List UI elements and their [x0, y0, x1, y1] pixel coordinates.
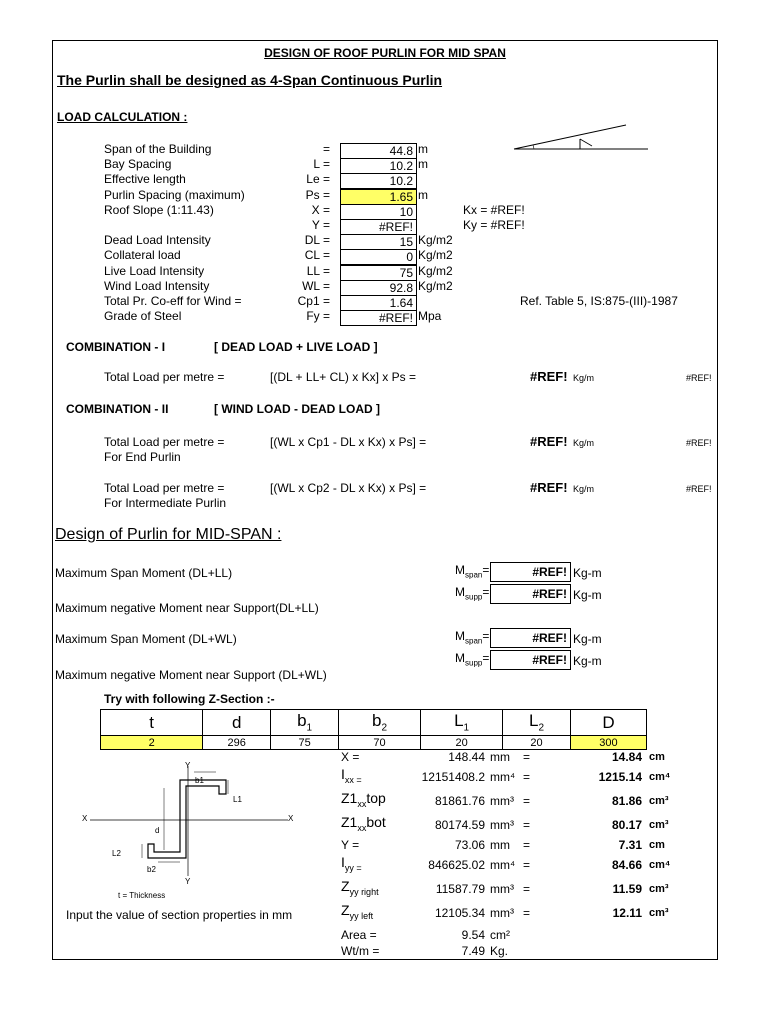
property-value: 11587.79	[435, 882, 485, 896]
comb1-unit: Kg/m	[573, 373, 595, 383]
zsection-header-cell: $L_1$	[421, 710, 503, 736]
wind-reference: Ref. Table 5, IS:875-(III)-1987	[520, 294, 678, 308]
zsection-header-cell: t	[101, 710, 203, 736]
design-heading: Design of Purlin for MID-SPAN :	[55, 526, 282, 543]
load-row-unit: m	[418, 142, 428, 156]
load-row-unit: Mpa	[418, 309, 442, 324]
property-name: $Z1_{xx}top$	[341, 790, 386, 809]
load-row-label: Collateral load	[104, 248, 181, 263]
load-row-symbol: LL =	[306, 263, 330, 278]
load-row-label: Total Pr. Co-eff for Wind =	[104, 294, 242, 308]
load-row-symbol: CL =	[304, 248, 330, 263]
property-unit: cm²	[490, 928, 510, 942]
property-name: $Z_{yy right}$	[341, 878, 379, 897]
property-name: $I_{xx =}$	[341, 766, 362, 785]
zsection-header-cell: $L_2$	[503, 710, 571, 736]
property-unit: mm³	[490, 906, 514, 920]
property-value: 148.44	[448, 750, 485, 764]
property-name: $Z_{yy left}$	[341, 902, 374, 921]
property-equals: =	[523, 818, 531, 832]
zsection-value-cell[interactable]: 300	[570, 736, 646, 750]
property-result-unit: cm³	[649, 883, 669, 895]
property-equals: =	[523, 770, 531, 784]
property-name: $I_{yy =}$	[341, 854, 362, 873]
moment-label-2: Maximum negative Moment near Support(DL+LL)	[55, 601, 319, 615]
moment-value-4[interactable]: #REF!	[490, 650, 571, 670]
comb1-value: #REF!	[530, 369, 568, 384]
comb2-desc: [ WIND LOAD - DEAD LOAD ]	[214, 402, 380, 416]
thickness-note: t = Thickness	[118, 891, 166, 900]
load-row-symbol: Cp1 =	[297, 294, 330, 308]
property-result: 7.31	[618, 838, 642, 852]
comb1-label: Total Load per metre =	[104, 370, 225, 384]
property-name: Y =	[341, 838, 360, 852]
load-row-value[interactable]: 10.2	[340, 158, 417, 174]
comb1-title: COMBINATION - I	[66, 340, 166, 354]
load-row-value[interactable]: 10.2	[340, 173, 417, 189]
property-result-unit: cm	[649, 751, 665, 763]
d-label: d	[155, 826, 160, 835]
load-row-value[interactable]: 92.8	[340, 280, 417, 296]
m-supp-symbol-2: $M_{supp}=$	[455, 651, 490, 668]
comb2-title: COMBINATION - II	[66, 402, 169, 416]
m-supp-symbol-1: $M_{supp}=$	[455, 585, 490, 602]
load-row-unit: Kg/m2	[418, 278, 453, 293]
comb2-int-label: Total Load per metre =	[104, 481, 225, 495]
load-row-value[interactable]: 0	[340, 249, 417, 265]
property-result: 14.84	[611, 750, 642, 764]
comb2-int-unit: Kg/m	[573, 484, 595, 494]
m-span-symbol-2: $M_{span}=$	[455, 629, 490, 646]
zsection-value-cell[interactable]: 70	[339, 736, 421, 750]
property-unit: mm⁴	[490, 858, 516, 872]
load-row-label: Bay Spacing	[104, 157, 172, 172]
load-row-value[interactable]: 10	[340, 204, 417, 220]
load-row-label: Dead Load Intensity	[104, 233, 211, 248]
zsection-header-cell: $b_1$	[271, 710, 339, 736]
x-axis-label-left: X	[82, 814, 88, 823]
property-result: 12.11	[612, 906, 642, 920]
comb2-int-formula: [(WL x Cp2 - DL x Kx) x Ps] =	[270, 481, 427, 495]
moment-unit-1: Kg-m	[573, 566, 602, 580]
load-row-symbol: Y =	[311, 218, 330, 232]
property-result: 81.86	[611, 794, 642, 808]
load-row-label: Grade of Steel	[104, 309, 182, 324]
comb2-end-unit: Kg/m	[573, 438, 595, 448]
load-row-label: Effective length	[104, 172, 186, 187]
zsection-value-cell[interactable]: 2	[101, 736, 203, 750]
b1-label: b1	[195, 776, 204, 785]
property-unit: mm³	[490, 818, 514, 832]
x-axis-label-right: X	[288, 814, 294, 823]
load-row-label: Purlin Spacing (maximum)	[104, 187, 245, 202]
moment-label-3: Maximum Span Moment (DL+WL)	[55, 632, 237, 646]
load-row-value[interactable]: 75	[340, 265, 417, 281]
property-result-unit: cm³	[649, 819, 669, 831]
property-value: 7.49	[461, 944, 485, 958]
roof-slope-diagram	[512, 122, 652, 154]
kx-value: Kx = #REF!	[463, 203, 525, 217]
property-equals: =	[523, 838, 531, 852]
moment-unit-4: Kg-m	[573, 654, 602, 668]
property-value: 12151408.2	[421, 770, 485, 784]
property-name: Area =	[341, 928, 377, 942]
y-axis-label-bottom: Y	[185, 877, 191, 886]
load-row-label: Live Load Intensity	[104, 263, 205, 278]
comb2-end-extra: #REF!	[686, 438, 712, 448]
comb2-int-value: #REF!	[530, 480, 568, 495]
property-name: Wt/m =	[341, 944, 380, 958]
zsection-title: Try with following Z-Section :-	[104, 692, 275, 706]
l1-label: L1	[233, 795, 242, 804]
property-value: 80174.59	[434, 818, 485, 832]
property-result: 80.17	[611, 818, 642, 832]
moment-value-1[interactable]: #REF!	[490, 562, 571, 582]
comb1-extra: #REF!	[686, 373, 712, 383]
property-result-unit: cm⁴	[649, 859, 671, 871]
zsection-header-cell: $b_2$	[339, 710, 421, 736]
property-result-unit: cm³	[649, 795, 669, 807]
l2-label: L2	[112, 849, 121, 858]
property-value: 73.06	[454, 838, 485, 852]
load-row-value[interactable]: 44.8	[340, 143, 417, 159]
comb2-end-label: Total Load per metre =	[104, 435, 225, 449]
property-name: $Z1_{xx}bot$	[341, 814, 386, 833]
property-equals: =	[523, 794, 531, 808]
page-subtitle: The Purlin shall be designed as 4-Span Continuous Purlin	[57, 72, 443, 88]
property-result: 11.59	[612, 882, 642, 896]
property-value: 9.54	[461, 928, 485, 942]
load-row-value[interactable]: 1.65	[340, 189, 417, 205]
load-row-label: Wind Load Intensity	[104, 278, 210, 293]
comb2-end-formula: [(WL x Cp1 - DL x Kx) x Ps] =	[270, 435, 427, 449]
zsection-table	[100, 709, 647, 750]
property-value: 12105.34	[434, 906, 485, 920]
property-result-unit: cm³	[649, 907, 669, 919]
m-span-symbol-1: $M_{span}=$	[455, 563, 490, 580]
load-row-symbol: X =	[311, 202, 330, 217]
moment-value-2[interactable]: #REF!	[490, 584, 571, 604]
comb2-end-value: #REF!	[530, 434, 568, 449]
property-result: 1215.14	[598, 770, 642, 784]
load-row-unit: Kg/m2	[418, 263, 453, 278]
page-title: DESIGN OF ROOF PURLIN FOR MID SPAN	[264, 46, 506, 60]
comb2-end-label2: For End Purlin	[104, 450, 181, 464]
load-row-symbol: =	[322, 142, 330, 156]
load-row-value[interactable]: 15	[340, 234, 417, 250]
load-row-unit: Kg/m2	[418, 248, 453, 263]
load-calc-heading: LOAD CALCULATION :	[57, 110, 188, 124]
property-equals: =	[523, 906, 531, 920]
load-row-symbol: DL =	[304, 233, 330, 248]
load-row-label: Roof Slope (1:11.43)	[104, 202, 214, 217]
load-row-symbol: WL =	[302, 278, 330, 293]
load-row-symbol: Fy =	[306, 309, 330, 324]
load-row-symbol: Le =	[306, 172, 330, 187]
property-unit: mm³	[490, 882, 514, 896]
moment-unit-2: Kg-m	[573, 588, 602, 602]
property-unit: mm	[490, 838, 510, 852]
zsection-value-cell[interactable]: 20	[503, 736, 571, 750]
load-row-unit: m	[418, 187, 428, 202]
property-unit: mm³	[490, 794, 514, 808]
property-unit: mm⁴	[490, 770, 516, 784]
y-axis-label-top: Y	[185, 761, 191, 770]
comb1-formula: [(DL + LL+ CL) x Kx] x Ps =	[270, 370, 416, 384]
load-row-symbol: Ps =	[305, 187, 330, 202]
property-result: 84.66	[611, 858, 642, 872]
zsection-header-cell: D	[570, 710, 646, 736]
zsection-header-cell: d	[203, 710, 271, 736]
load-row-value[interactable]: #REF!	[340, 219, 417, 235]
b2-label: b2	[147, 865, 156, 874]
load-row-symbol: L =	[313, 157, 330, 172]
zsection-value-cell[interactable]: 75	[271, 736, 339, 750]
load-row-value[interactable]: #REF!	[340, 310, 417, 326]
moment-unit-3: Kg-m	[573, 632, 602, 646]
moment-label-1: Maximum Span Moment (DL+LL)	[55, 566, 233, 580]
property-equals: =	[523, 750, 531, 764]
comb1-desc: [ DEAD LOAD + LIVE LOAD ]	[214, 340, 378, 354]
load-row-unit: m	[418, 157, 428, 172]
load-row-value[interactable]: 1.64	[340, 295, 417, 311]
property-value: 81861.76	[434, 794, 485, 808]
property-unit: Kg.	[490, 944, 509, 958]
comb2-int-extra: #REF!	[686, 484, 712, 494]
property-equals: =	[523, 882, 531, 896]
moment-label-4: Maximum negative Moment near Support (DL+WL)	[55, 668, 327, 682]
property-name: X =	[341, 750, 360, 764]
property-result-unit: cm	[649, 839, 665, 851]
property-value: 846625.02	[428, 858, 485, 872]
zsection-value-cell[interactable]: 20	[421, 736, 503, 750]
property-unit: mm	[490, 750, 510, 764]
zsection-value-cell[interactable]: 296	[203, 736, 271, 750]
input-note: Input the value of section properties in mm	[66, 908, 293, 922]
load-row-unit: Kg/m2	[418, 233, 453, 248]
comb2-int-label2: For Intermediate Purlin	[104, 496, 227, 510]
moment-value-3[interactable]: #REF!	[490, 628, 571, 648]
load-row-label: Span of the Building	[104, 142, 212, 156]
ky-value: Ky = #REF!	[463, 218, 525, 232]
property-result-unit: cm⁴	[649, 771, 671, 783]
property-equals: =	[523, 858, 531, 872]
